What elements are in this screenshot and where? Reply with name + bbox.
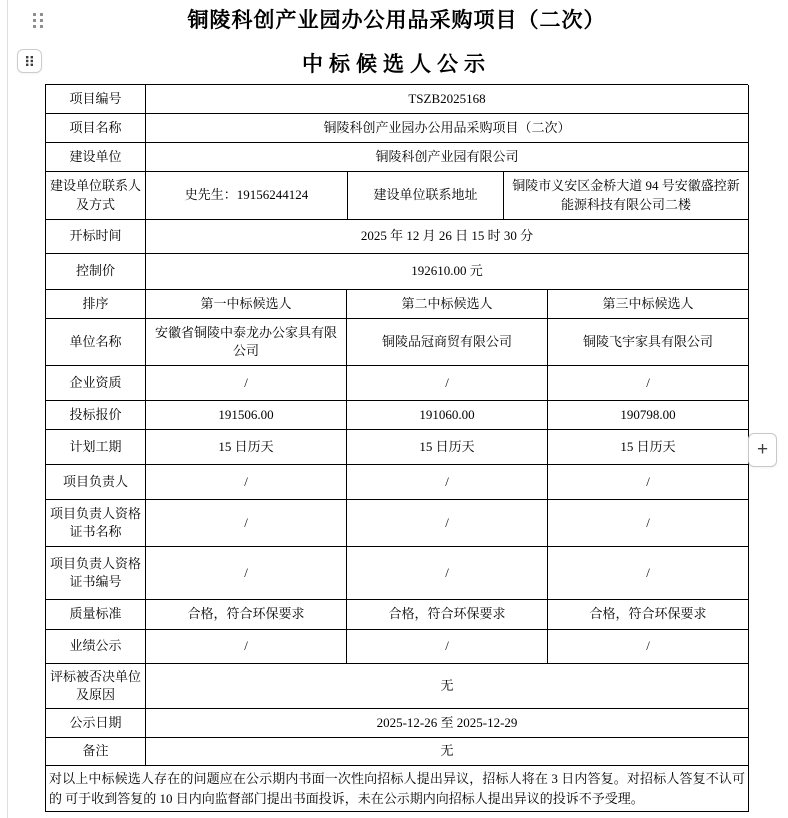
row-project-number <box>46 85 748 114</box>
candidate-2-header[interactable]: 第二中标候选人 <box>347 290 548 319</box>
candidate-2-value[interactable]: 15 日历天 <box>347 430 548 465</box>
candidate-3-value[interactable]: / <box>548 547 749 600</box>
candidate-3-header[interactable]: 第三中标候选人 <box>548 290 749 319</box>
grip-handle-icon <box>25 55 34 67</box>
row-ranking <box>46 290 748 319</box>
block-grip-handle[interactable] <box>17 49 42 73</box>
row-bid-price <box>46 401 748 430</box>
candidate-3-value[interactable]: 15 日历天 <box>548 430 749 465</box>
row-label[interactable]: 计划工期 <box>46 430 146 465</box>
row-publicity-period <box>46 709 748 738</box>
row-company-name <box>46 319 748 366</box>
drag-dots-icon[interactable] <box>32 12 45 29</box>
contact-person-value[interactable]: 史先生：19156244124 <box>146 172 348 220</box>
row-label[interactable]: 单位名称 <box>46 319 146 366</box>
row-project-name <box>46 114 748 143</box>
row-bid-opening-time <box>46 220 748 254</box>
row-label[interactable]: 投标报价 <box>46 401 146 430</box>
row-project-leader <box>46 465 748 500</box>
candidate-3-value[interactable]: / <box>548 500 749 547</box>
add-column-button[interactable] <box>748 433 777 467</box>
candidate-2-value[interactable]: 191060.00 <box>347 401 548 430</box>
row-performance-publicity <box>46 630 748 664</box>
row-label[interactable]: 评标被否决单位及原因 <box>46 664 146 709</box>
candidate-2-value[interactable]: / <box>347 630 548 664</box>
row-rejected-bidders <box>46 664 748 709</box>
candidate-3-value[interactable]: 合格，符合环保要求 <box>548 600 749 630</box>
row-label[interactable]: 项目负责人资格证书名称 <box>46 500 146 547</box>
row-label[interactable]: 建设单位联系人及方式 <box>46 172 146 220</box>
row-value[interactable]: 192610.00 元 <box>146 254 749 290</box>
row-label[interactable]: 项目负责人资格证书编号 <box>46 547 146 600</box>
plus-icon: + <box>756 439 769 460</box>
candidate-3-value[interactable]: / <box>548 465 749 500</box>
row-label[interactable]: 备注 <box>46 738 146 766</box>
document-title[interactable]: 铜陵科创产业园办公用品采购项目（二次） <box>187 8 606 32</box>
row-value[interactable]: 铜陵科创产业园有限公司 <box>146 143 749 172</box>
candidate-2-value[interactable]: / <box>347 547 548 600</box>
candidate-3-value[interactable]: / <box>548 366 749 401</box>
drag-dots-glyph <box>32 12 45 29</box>
row-enterprise-qualification <box>46 366 748 401</box>
page-left-rule <box>7 0 8 818</box>
candidate-3-value[interactable]: 190798.00 <box>548 401 749 430</box>
candidate-3-value[interactable]: / <box>548 630 749 664</box>
row-label[interactable]: 开标时间 <box>46 220 146 254</box>
row-control-price <box>46 254 748 290</box>
candidate-1-value[interactable]: / <box>146 366 347 401</box>
document-subtitle[interactable]: 中标候选人公示 <box>302 52 491 76</box>
contact-address-value[interactable]: 铜陵市义安区金桥大道 94 号安徽盛控新能源科技有限公司二楼 <box>504 172 749 220</box>
row-value[interactable]: 2025 年 12 月 26 日 15 时 30 分 <box>146 220 749 254</box>
candidate-1-value[interactable]: / <box>146 547 347 600</box>
row-value[interactable]: 2025-12-26 至 2025-12-29 <box>146 709 749 738</box>
candidate-1-value[interactable]: 15 日历天 <box>146 430 347 465</box>
candidate-1-header[interactable]: 第一中标候选人 <box>146 290 347 319</box>
row-planned-duration <box>46 430 748 465</box>
row-label[interactable]: 公示日期 <box>46 709 146 738</box>
row-quality-standard <box>46 600 748 630</box>
candidate-2-value[interactable]: / <box>347 465 548 500</box>
row-label[interactable]: 建设单位 <box>46 143 146 172</box>
row-label[interactable]: 排序 <box>46 290 146 319</box>
row-label[interactable]: 项目编号 <box>46 85 146 114</box>
row-label[interactable]: 项目负责人 <box>46 465 146 500</box>
contact-address-label[interactable]: 建设单位联系地址 <box>348 172 504 220</box>
row-leader-certificate-name <box>46 500 748 547</box>
row-label[interactable]: 质量标准 <box>46 600 146 630</box>
candidate-1-value[interactable]: / <box>146 630 347 664</box>
candidate-1-value[interactable]: / <box>146 465 347 500</box>
row-label[interactable]: 控制价 <box>46 254 146 290</box>
candidate-1-value[interactable]: 合格，符合环保要求 <box>146 600 347 630</box>
candidate-2-value[interactable]: / <box>347 366 548 401</box>
row-remarks <box>46 738 748 766</box>
row-value[interactable]: 铜陵科创产业园办公用品采购项目（二次） <box>146 114 749 143</box>
row-construction-unit <box>46 143 748 172</box>
candidate-1-value[interactable]: 安徽省铜陵中泰龙办公家具有限公司 <box>146 319 347 366</box>
candidate-1-value[interactable]: 191506.00 <box>146 401 347 430</box>
bid-announcement-table <box>45 84 748 812</box>
candidate-2-value[interactable]: 铜陵品冠商贸有限公司 <box>347 319 548 366</box>
candidate-1-value[interactable]: / <box>146 500 347 547</box>
objection-note-text[interactable]: 对以上中标候选人存在的问题应在公示期内书面一次性向招标人提出异议，招标人将在 3 日内答复。对招标人答复不认可的 可于收到答复的 10 日内向监督部门提出书面投诉，未在公示期内向招标人提出异议的投诉不予受理。 <box>46 766 749 812</box>
row-objection-note <box>46 766 748 812</box>
candidate-2-value[interactable]: 合格，符合环保要求 <box>347 600 548 630</box>
candidate-3-value[interactable]: 铜陵飞宇家具有限公司 <box>548 319 749 366</box>
row-value[interactable]: 无 <box>146 664 749 709</box>
row-label[interactable]: 项目名称 <box>46 114 146 143</box>
row-value[interactable]: TSZB2025168 <box>146 85 749 114</box>
row-value[interactable]: 无 <box>146 738 749 766</box>
row-label[interactable]: 业绩公示 <box>46 630 146 664</box>
row-leader-certificate-number <box>46 547 748 600</box>
candidate-2-value[interactable]: / <box>347 500 548 547</box>
row-label[interactable]: 企业资质 <box>46 366 146 401</box>
row-contact-info <box>46 172 748 220</box>
